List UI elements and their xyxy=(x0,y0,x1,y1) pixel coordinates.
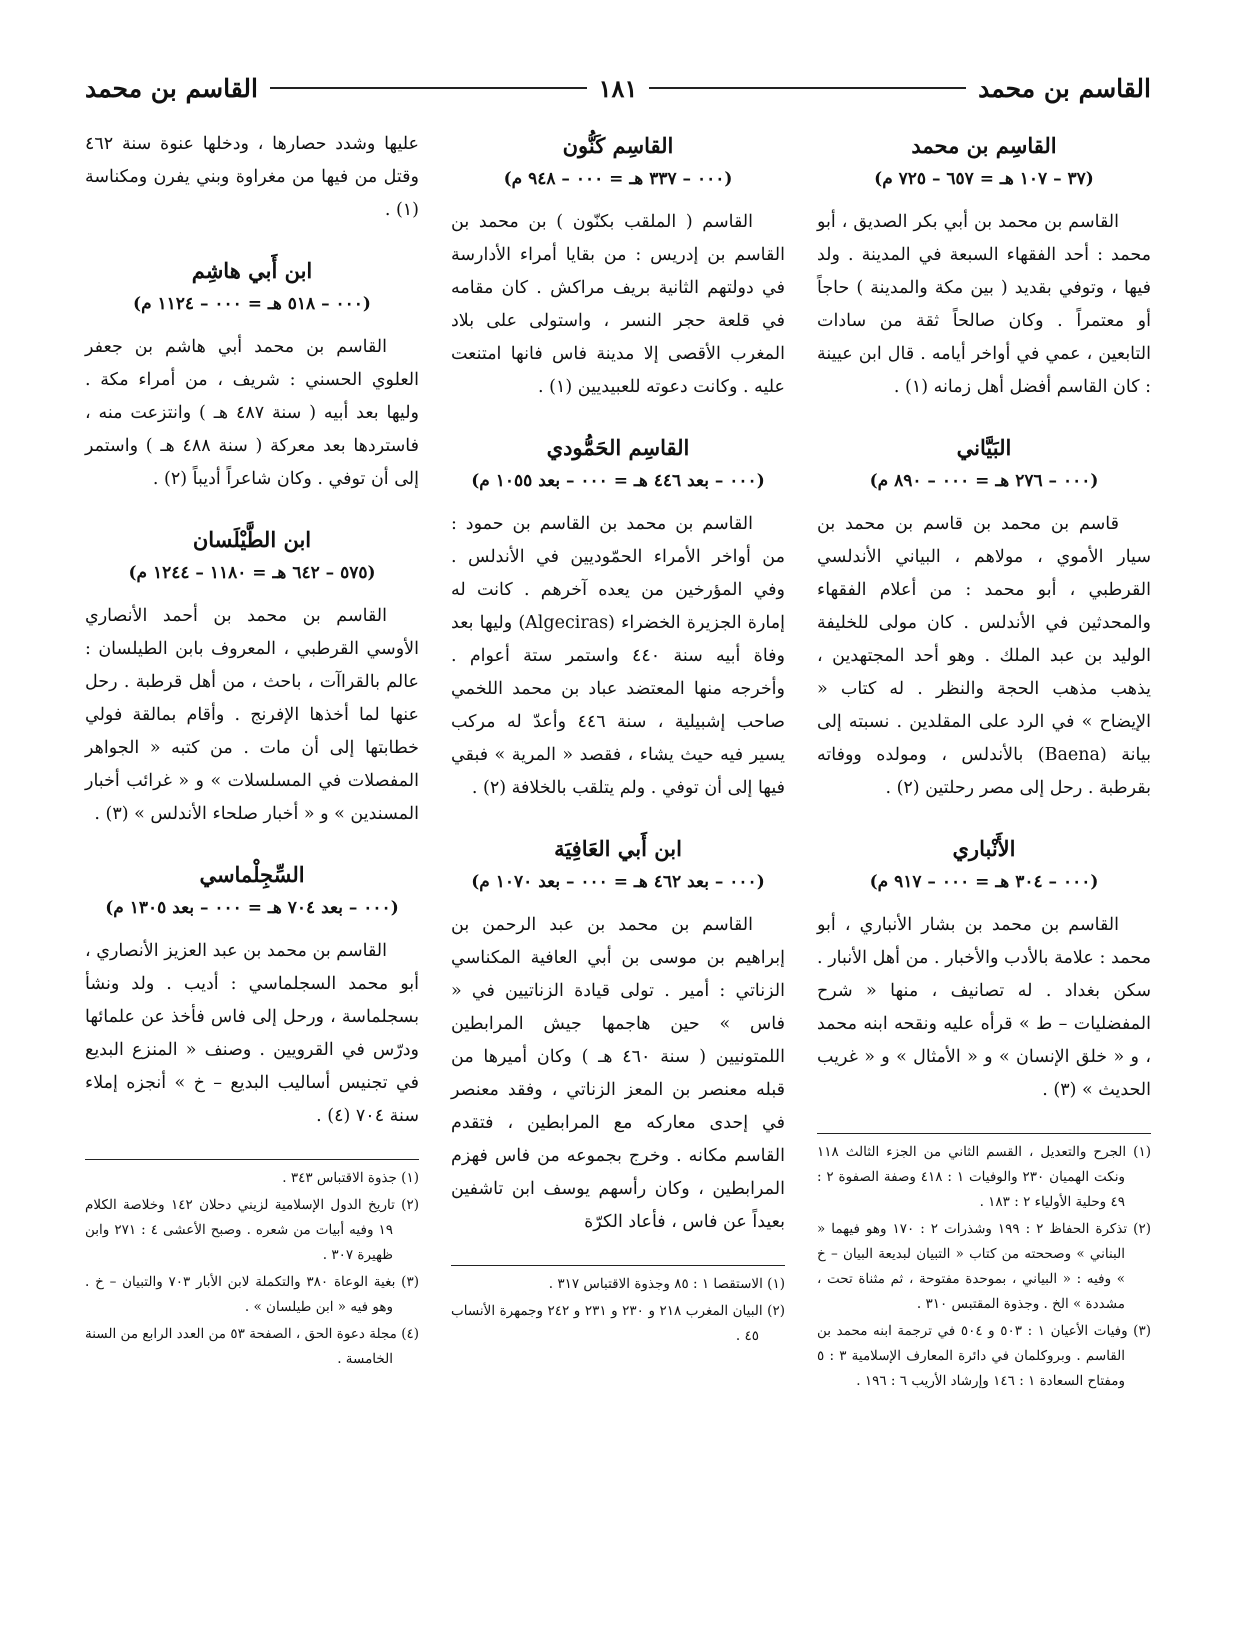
entry-name: ابن أَبي هاشِم xyxy=(191,258,313,283)
entry-dates: (٠٠٠ – بعد ٤٦٢ هـ = ٠٠٠ – بعد ١٠٧٠ م) xyxy=(471,872,765,892)
entry-body: القاسم بن محمد بن بشار الأنباري ، أبو محمد : علامة بالأدب والأخبار . من أهل الأنبار . سكن بغداد . له تصانيف ، منها « شرح المفضليات – ط » قرأه عليه ونقحه ابنه محمد ، و « خلق الإنسان » و « الأمثال » و « غريب الحديث » (٣) . xyxy=(817,915,1151,1100)
column-2 xyxy=(451,128,785,1608)
entry-name: القاسِم كَنُّون xyxy=(562,133,674,158)
entry-body: القاسم بن محمد بن عبد العزيز الأنصاري ، أبو محمد السجلماسي : أديب . ولد ونشأ بسجلماسة ، ورحل إلى فاس فأخذ عن علمائها ودرّس في القرويين . وصنف « المنزع البديع في تجنيس أساليب البديع – خ » أنجزه إملاء سنة ٧٠٤ (٤) . xyxy=(85,941,419,1126)
biography-entry xyxy=(451,831,785,1239)
entry-name: البَيَّاني xyxy=(956,435,1012,460)
entry-body: عليها وشدد حصارها ، ودخلها عنوة سنة ٤٦٢ وقتل من فيها من مغراوة وبني يفرن ومكناسة (١) . xyxy=(85,134,419,220)
footnote: (٣) وفيات الأعيان ١ : ٥٠٣ و ٥٠٤ في ترجمة ابنه محمد بن القاسم . وبروكلمان في دائرة المعارف الإسلامية ٣ : ٥ ومفتاح السعادة ١ : ١٤٦ وإرشاد الأريب ٦ : ١٩٦ . xyxy=(817,1323,1151,1389)
biography-entry xyxy=(817,430,1151,805)
entry-dates: (٥٧٥ – ٦٤٢ هـ = ١١٨٠ – ١٢٤٤ م) xyxy=(128,563,376,583)
biography-entry xyxy=(85,253,419,496)
footnotes xyxy=(451,1265,785,1349)
entry-dates: (٣٧ – ١٠٧ هـ = ٦٥٧ – ٧٢٥ م) xyxy=(874,169,1094,189)
footnote: (١) الجرح والتعديل ، القسم الثاني من الجزء الثالث ١١٨ ونكت الهميان ٢٣٠ والوفيات ١ : ٤١٨ وصفة الصفوة ٢ : ٤٩ وحلية الأولياء ٢ : ١٨٣ . xyxy=(817,1144,1151,1210)
entry-body: قاسم بن محمد بن قاسم بن محمد بن سيار الأموي ، مولاهم ، البياني الأندلسي القرطبي ، أبو محمد : من أعلام الفقهاء والمحدثين في الأندلس . كان مولى للخليفة الوليد بن عبد الملك . وهو أحد المجتهدين ، يذهب مذهب الحجة والنظر . له كتاب « الإيضاح » في الرد على المقلدين . نسبته إلى بيانة (Baena) بالأندلس ، ومولده ووفاته بقرطبة . رحل إلى مصر رحلتين (٢) . xyxy=(817,514,1151,798)
running-title-right: القاسم بن محمد xyxy=(978,73,1151,103)
biography-entry-continued xyxy=(85,128,419,227)
entry-dates: (٠٠٠ – ٣٠٤ هـ = ٠٠٠ – ٩١٧ م) xyxy=(869,872,1099,892)
header-rule xyxy=(649,87,966,89)
biography-entry xyxy=(451,128,785,404)
running-header xyxy=(85,68,1151,108)
running-title-left: القاسم بن محمد xyxy=(84,73,258,103)
column-3 xyxy=(85,128,419,1608)
biography-entry xyxy=(85,857,419,1133)
entry-name: القاسِم الحَمُّودي xyxy=(546,435,690,460)
entry-name: ابن الطَّيْلَسان xyxy=(192,527,312,552)
entry-body: القاسم بن محمد بن أحمد الأنصاري الأوسي القرطبي ، المعروف بابن الطيلسان : عالم بالقراآت ، باحث ، من أهل قرطبة . رحل عنها لما أخذها الإفرنج . وأقام بمالقة فولي خطابتها إلى أن مات . من كتبه « الجواهر المفصلات في المسلسلات » و « غرائب أخبار المسندين » و « أخبار صلحاء الأندلس » (٣) . xyxy=(85,606,419,824)
entry-name: الأَنْباري xyxy=(952,836,1016,861)
entry-name: ابن أَبي العَافِيَة xyxy=(554,836,682,861)
footnote: (٤) مجلة دعوة الحق ، الصفحة ٥٣ من العدد الرابع من السنة الخامسة . xyxy=(85,1326,420,1367)
footnote: (٢) تاريخ الدول الإسلامية لزيني دحلان ١٤٢ وخلاصة الكلام ١٩ وفيه أبيات من شعره . وصبح الأعشى ٤ : ٢٧١ وابن ظهيرة ٣٠٧ . xyxy=(85,1197,419,1263)
page-number: ١٨١ xyxy=(598,73,638,103)
biography-entry xyxy=(451,430,785,805)
text-columns xyxy=(85,128,1151,1608)
column-1 xyxy=(817,128,1151,1608)
footnote: (٢) البيان المغرب ٢١٨ و ٢٣٠ و ٢٣١ و ٢٤٢ وجمهرة الأنساب ٤٥ . xyxy=(451,1303,786,1344)
entry-dates: (٠٠٠ – ٢٧٦ هـ = ٠٠٠ – ٨٩٠ م) xyxy=(869,471,1099,491)
entry-body: القاسم ( الملقب بكنّون ) بن محمد بن القاسم بن إدريس : من بقايا أمراء الأدارسة في دولتهم الثانية بريف مراكش . كان مقامه في قلعة حجر النسر ، واستولى على بلاد المغرب الأقصى إلا مدينة فاس فانها امتنعت عليه . وكانت دعوته للعبيديين (١) . xyxy=(451,212,785,397)
biography-entry xyxy=(85,522,419,831)
header-rule xyxy=(270,87,587,89)
entry-dates: (٠٠٠ – ٣٣٧ هـ = ٠٠٠ – ٩٤٨ م) xyxy=(503,169,733,189)
footnotes xyxy=(817,1133,1151,1394)
biography-entry xyxy=(817,128,1151,404)
entry-body: القاسم بن محمد بن أبي بكر الصديق ، أبو محمد : أحد الفقهاء السبعة في المدينة . ولد فيها ، وتوفي بقديد ( بين مكة والمدينة ) حاجاً أو معتمراً . وكان صالحاً ثقة من سادات التابعين ، عمي في أواخر أيامه . قال ابن عيينة : كان القاسم أفضل أهل زمانه (١) . xyxy=(817,212,1151,397)
entry-name: القاسِم بن محمد xyxy=(911,133,1057,158)
footnote: (١) الاستقصا ١ : ٨٥ وجذوة الاقتباس ٣١٧ . xyxy=(548,1276,785,1292)
footnote: (٢) تذكرة الحفاظ ٢ : ١٩٩ وشذرات ٢ : ١٧٠ وهو فيهما « البناني » وصححته من كتاب « التبيان لبديعة البيان – خ » وفيه : « البياني ، بموحدة مفتوحة ، ثم مثناة تحت ، مشددة » الخ . وجذوة المقتبس ٣١٠ . xyxy=(817,1221,1151,1312)
entry-dates: (٠٠٠ – بعد ٤٤٦ هـ = ٠٠٠ – بعد ١٠٥٥ م) xyxy=(471,471,765,491)
entry-dates: (٠٠٠ – ٥١٨ هـ = ٠٠٠ – ١١٢٤ م) xyxy=(133,294,371,314)
entry-body: القاسم بن محمد أبي هاشم بن جعفر العلوي الحسني : شريف ، من أمراء مكة . وليها بعد أبيه ( سنة ٤٨٧ هـ ) وانتزعت منه ، فاستردها بعد معركة ( سنة ٤٨٨ هـ ) واستمر إلى أن توفي . وكان شاعراً أديباً (٢) . xyxy=(85,337,419,489)
entry-name: السِّجِلْماسي xyxy=(199,862,305,887)
footnote: (١) جذوة الاقتباس ٣٤٣ . xyxy=(282,1170,419,1186)
footnotes xyxy=(85,1159,419,1372)
footnote: (٣) بغية الوعاة ٣٨٠ والتكملة لابن الأبار ٧٠٣ والتبيان – خ . وهو فيه « ابن طيلسان » . xyxy=(85,1274,419,1315)
biography-entry xyxy=(817,831,1151,1107)
entry-body: القاسم بن محمد بن القاسم بن حمود : من أواخر الأمراء الحمّوديين في الأندلس . وفي المؤرخين من يعده آخرهم . كانت له إمارة الجزيرة الخضراء (Algeciras) وليها بعد وفاة أبيه سنة ٤٤٠ واستمر ستة أعوام . وأخرجه منها المعتضد عباد بن محمد اللخمي صاحب إشبيلية ، سنة ٤٤٦ وأعدّ له مركب يسير فيه حيث يشاء ، فقصد « المرية » فبقي فيها إلى أن توفي . ولم يتلقب بالخلافة (٢) . xyxy=(451,514,785,798)
entry-dates: (٠٠٠ – بعد ٧٠٤ هـ = ٠٠٠ – بعد ١٣٠٥ م) xyxy=(105,898,399,918)
entry-body: القاسم بن محمد بن عبد الرحمن بن إبراهيم بن موسى بن أبي العافية المكناسي الزناتي : أمير . تولى قيادة الزناتيين في « فاس » حين هاجمها جيش المرابطين اللمتونيين ( سنة ٤٦٠ هـ ) وكان أميرها من قبله معنصر بن المعز الزناتي ، وفقد معنصر في إحدى معاركه مع المرابطين ، فتقدم القاسم مكانه . وخرج بجموعه من فاس فهزم المرابطين ، وكان رأسهم يوسف ابن تاشفين بعيداً عن فاس ، فأعاد الكرّة xyxy=(451,915,785,1232)
